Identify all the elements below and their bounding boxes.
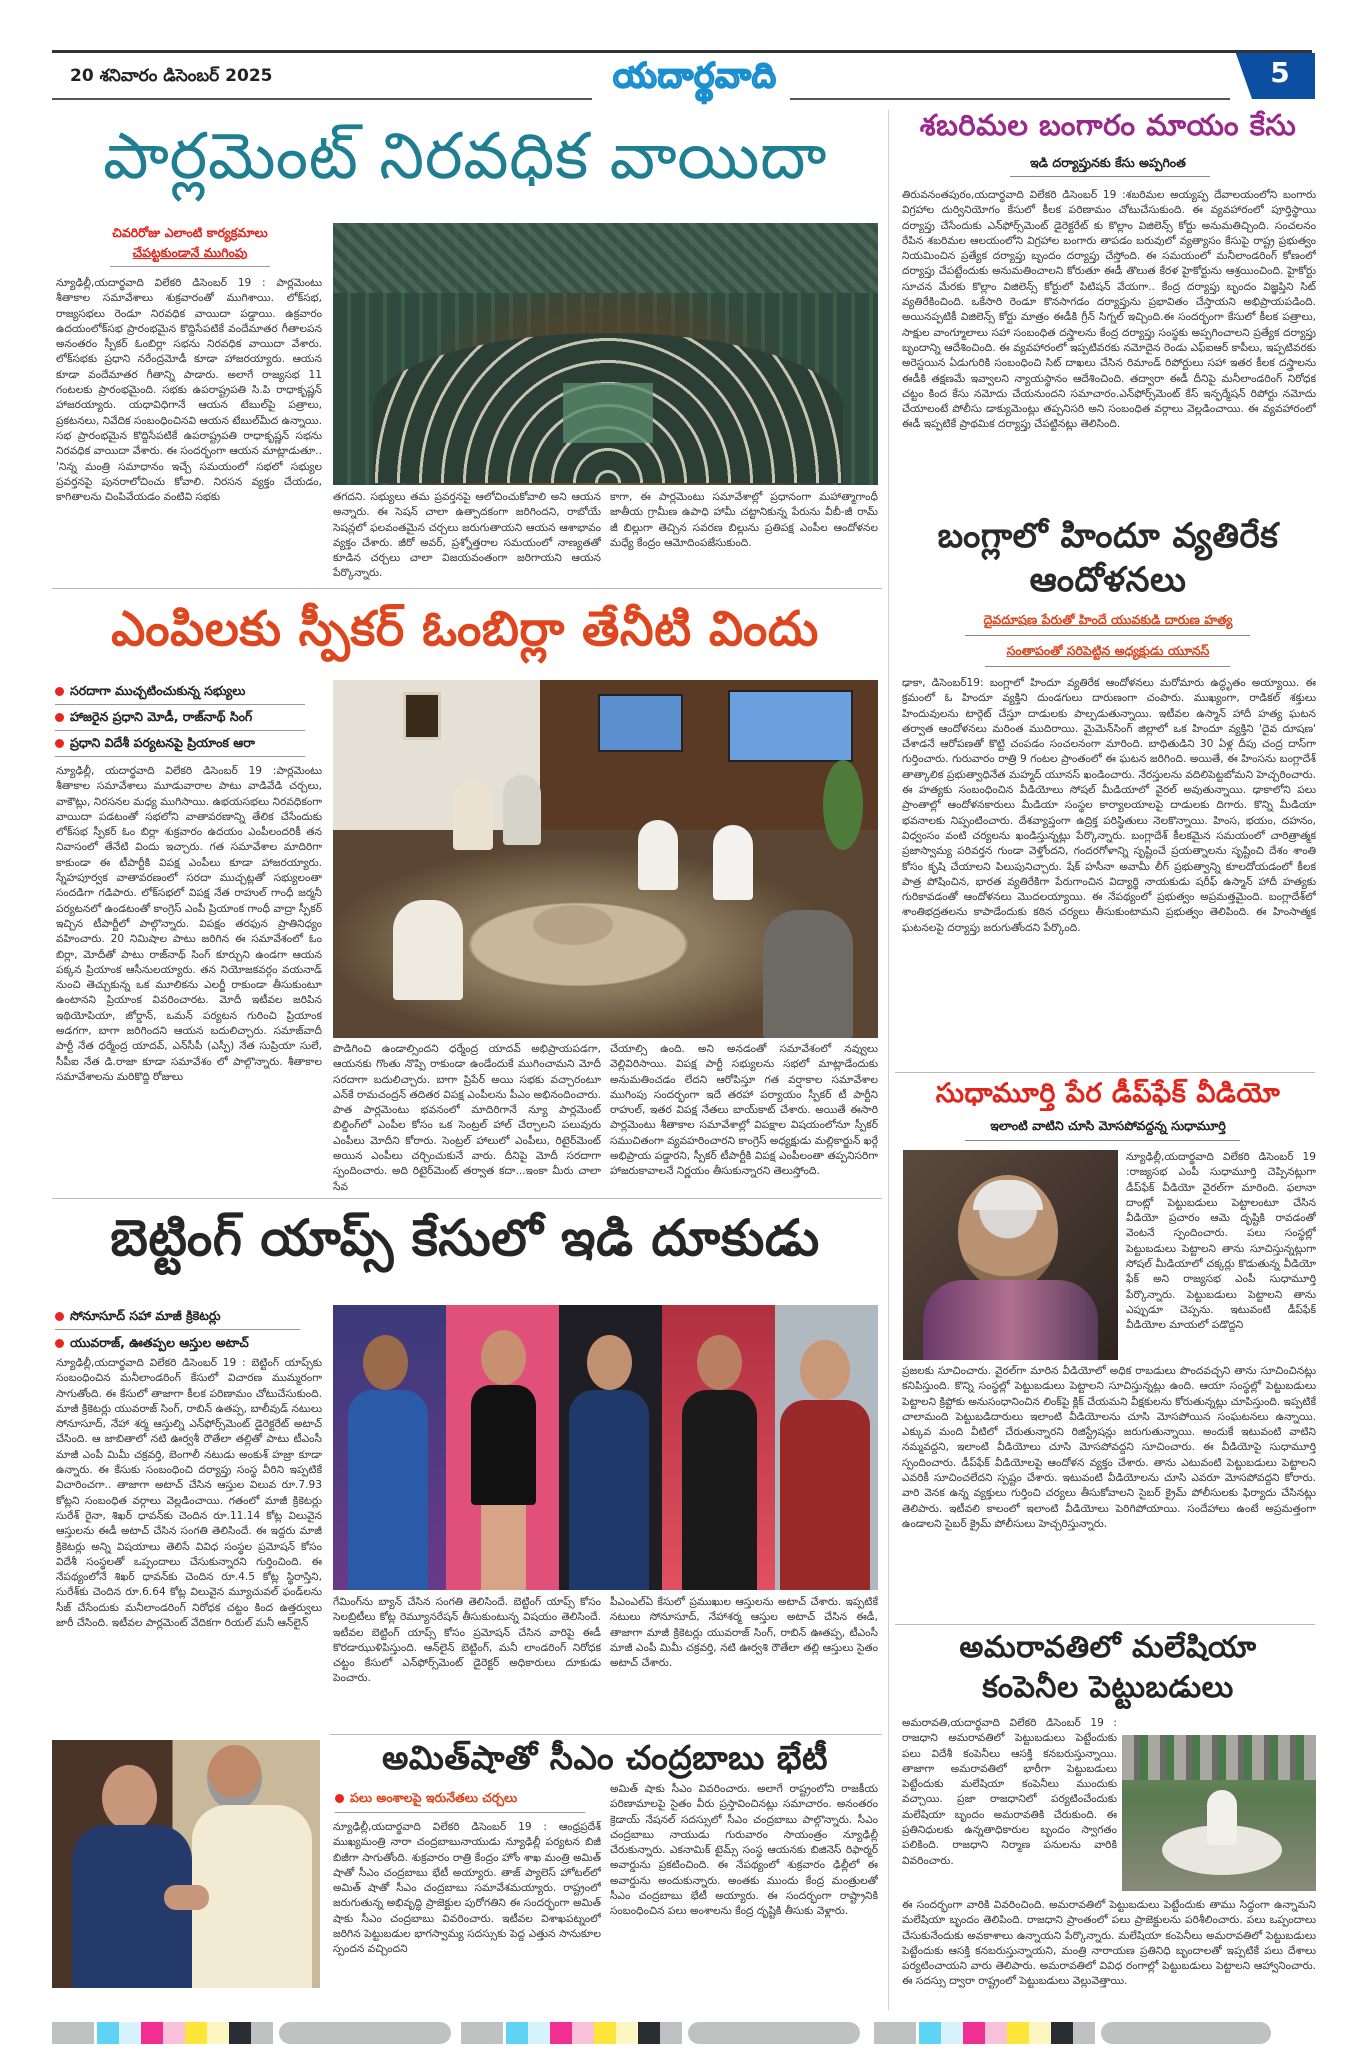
headline-bangla-line1: బంగ్లాలో హిందూ వ్యతిరేక (937, 516, 1279, 556)
right-section-rule-2 (895, 1624, 1315, 1625)
bullet-rule (55, 756, 305, 757)
bullet-text: పలు అంశాలపై ఇరునేతలు చర్చలు (350, 1790, 518, 1805)
parliament-subhead-2: చేపట్టకుండానే ముగింపు (132, 245, 248, 260)
betting-col1: న్యూఢిల్లీ,యదార్థవాది విలేకరి డిసెంబర్ 19 : బెట్టింగ్ యాప్స్‌కు సంబంధించిన మనీలాండరింగ్ కేసులో విచారణ ముమ్మరంగా సాగుతోంది. ఈ కేసులో తాజాగా కీలక పరిణామం చోటుచేసుకుంది. మాజీ క్రికెటర్లు యువరాజ్ సింగ్, రాబిన్ ఉతప్ప, బాలీవుడ్ నటులు సోనూసూద్, నేహా శర్మ ఆస్తుల్ని ఎన్‌ఫోర్స్‌మెంట్ డైరెక్టరేట్ అటాచ్ చేసింది. ఆ జాబితాలో నటి ఊర్వశీ రౌతేలా తల్లితో పాటు టీఎంసీ మాజీ ఎంపీ మిమీ చక్రవర్తి, బెంగాలీ నటుడు అంకుశ్ హజ్రా కూడా ఉన్నారు. ఈ కేసుకు సంబంధించి దర్యాప్తు సంస్థ వీరిని ఇప్పటికే విచారించగా.. తాజాగా అటాచ్ చేసిన ఆస్తుల విలువ రూ.7.93 కోట్లని సంబంధిత వర్గాలు వెల్లడించాయి. గతంలో మాజీ క్రికెటర్లు సురేశ్ రైనా, శిఖర్ ధావన్‌కు చెందిన రూ.11.14 కోట్ల విలువైన ఆస్తులను ఈడీ అటాచ్ చేసిన సంగతి తెలిసిందే. ఈ ఇద్దరు మాజీ క్రికెటర్లు అన్ని విషయాలు తెలిసే వివిధ సంస్థల ప్రమోషన్ కోసం విదేశీ సంస్థలతో ఒప్పందాలు చేసుకున్నారని గుర్తించింది. ఈ నేపథ్యంలోనే శిఖర్ ధావన్‌కు చెందిన రూ.4.5 కోట్ల స్థిరాస్తిని, సురేశ్‌కు చెందిన రూ.6.64 కోట్ల విలువైన మ్యూచువల్ ఫండ్‌లను సీజ్ చేసేందుకు మనీలాండరింగ్ నిరోధక చట్టం కింద ఉత్తర్వులు జారీ చేసింది. ఇటీవల పార్లమెంట్ వేదికగా రియల్ మనీ ఆన్‌లైన్ (56, 1357, 322, 1630)
betting-bullet-1 (55, 1308, 221, 1327)
sudha-body-side: న్యూఢిల్లీ,యదార్థవాది విలేకరి డిసెంబర్ 19 :రాజ్యసభ ఎంపీ సుధామూర్తి చెప్పినట్లుగా డీప్‌ఫేక్ వీడియో వైరల్‌గా మారింది. ఫలానా దాంట్లో పెట్టుబడులు పెట్టాలంటూ చేసిన వీడియో ప్రచారం ఆమె దృష్టికి రావడంతో వెంటనే స్పందించారు. పలు సంస్థల్లో పెట్టుబడులు పెట్టాలని తాను సూచిస్తున్నట్లుగా సోషల్ మీడియాలో చక్కర్లు కొడుతున్న వీడియో ఫేక్ అని రాజ్యసభ ఎంపీ సుధామూర్తి పేర్కొన్నారు. పెట్టుబడులు పెట్టాలని తాను ఎప్పుడూ చెప్పను. ఇటువంటి డీప్‌ఫేక్ వీడియోల మాయలో పడొద్దని (1126, 1151, 1316, 1332)
bullet-rule (55, 1329, 300, 1330)
bullet-text: హాజరైన ప్రధాని మోడీ, రాజ్‌నాథ్ సింగ్ (70, 709, 253, 724)
headline-bangla-line2: ఆందోళనలు (1029, 560, 1187, 600)
amaravati-body-side: అమరావతి,యదార్థవాది విలేకరి డిసెంబర్ 19 : రాజధాని అమరావతిలో పెట్టుబడులు పెట్టేందుకు పలు విదేశీ కంపెనీలు ఆసక్తి కనబరుస్తున్నాయి. తాజాగా అమరావతిలో భారీగా పెట్టుబడులు పెట్టేందుకు మలేషియా కంపెనీలు ముందుకు వచ్చాయి. ప్రజా రాజధానిలో పర్యటించేందుకు మలేషియా బృందం అమరావతికి చేరుకుంది. ఈ ప్రతినిధులకు ఉన్నతాధికారుల బృందం స్వాగతం పలికింది. రాజధాని నిర్మాణ పనులను వారికి వివరించారు. (902, 1717, 1117, 1867)
photo-betting-celebrities (333, 1305, 878, 1590)
sudha-subhead-rule (965, 1140, 1240, 1141)
photo-panel (333, 1305, 446, 1590)
photo-speaker-tea-party (333, 680, 878, 1038)
bangla-body: ఢాకా, డిసెంబర్19: బంగ్లాలో హిందూ వ్యతిరేక ఆందోళనలు మరోమారు ఉద్ధృతం అయ్యాయి. ఈ క్రమంలో ఓ హిందూ వ్యక్తిని దుండగులు దారుణంగా చంపారు. ముఖ్యంగా, రాడికల్ శక్తులు హిందువులను టార్గెట్ చేస్తూ దాడులకు పాల్పడుతున్నాయి. ఇటీవల ఉస్మాన్ హాదీ హత్య ఘటన తర్వాత ఆందోళనలు మరింత ముదిరాయి. మైమెన్‌సింగ్ జిల్లాలో ఒక హిందూ వ్యక్తిని 'దైవ దూషణ' చేశాడనే ఆరోపణతో కొట్టి చంపడం సంచలనంగా మారింది. బాధితుడిని 30 ఏళ్ల దీపు చంద్ర దాస్‌గా గుర్తించారు. గురువారం రాత్రి 9 గంటల ప్రాంతంలో ఈ ఘటన జరిగింది. అయితే, ఈ హింసను బంగ్లాదేశ్ తాత్కాలిక ప్రభుత్వాధినేత మహ్మద్ యూనస్ ఖండించారు. నేరస్తులను వదిలిపెట్టబోమని హెచ్చరించారు. ఈ హత్యకు సంబంధించిన వీడియోలు సోషల్ మీడియాలో వైరల్ అవుతున్నాయి. ఢాకాలోని పలు ప్రాంతాల్లో ఆందోళనకారులు మీడియా సంస్థల కార్యాలయాలపై దాడులకు దిగారు. కొన్ని మీడియా భవనాలకు నిప్పంటించారు. దేశవ్యాప్తంగా ఉద్రిక్త పరిస్థితులు నెలకొన్నాయి. హింస, భయం, దహనం, విధ్వంసం వంటి చర్యలను ఖండిస్తున్నట్లు పేర్కొన్నారు. బంగ్లాదేశ్ కీలకమైన సమయంలో చారిత్రాత్మక ప్రజాస్వామ్య పరివర్తన గుండా వెళ్తోందని, గందరగోళాన్ని సృష్టించే ప్రయత్నాలను సృష్టించి దేశం శాంతి కోసం కృషి చేయాలని పిలుపునిచ్చారు. షేక్ హసీనా అవామీ లీగ్ ప్రభుత్వాన్ని కూలదోయడంలో కీలక పాత్ర పోషించిన, భారత వ్యతిరేకిగా పేరుగాంచిన విద్యార్థి నాయకుడు షరీఫ్ ఉస్మాన్ హాదీ హత్యకు గురికావడంతో ఆందోళనలు మొదలయ్యాయి. ఈ నేపథ్యంలో ప్రభుత్వం అప్రమత్తమైంది. బంగ్లాదేశ్‌లో శాంతిభద్రతలను కాపాడేందుకు కఠిన చర్యలు తీసుకుంటామని ప్రభుత్వం తెలిపింది. ఈ హింసాత్మక ఘటనలపై దర్యాప్తు జరుగుతోందని పేర్కొంది. (902, 677, 1316, 934)
headline-amit-shah: అమిత్‌షాతో సీఎం చంద్రబాబు భేటీ (382, 1738, 828, 1777)
photo-amaravati-buddha-statue (1122, 1735, 1316, 1891)
speaker-tea-col1: న్యూఢిల్లీ, యదార్థవాది విలేకరి డిసెంబర్ 19 :పార్లమెంటు శీతాకాల సమావేశాలు మూడువారాల పాటు వాడివేడి చర్చలు, వాకౌట్లు, నిరసనల మధ్య ముగిసాయి. ఉభయసభలు నిరవధికంగా వాయిదా పడటంతో సభలోని వాతావరణాన్ని తేలిక చేసేందుకు లోక్‌సభ స్పీకర్ ఓం బిర్లా శుక్రవారం ఉదయం ఎంపీలందరికీ తన నివాసంలో తేనేటి విందు ఇచ్చారు. గత సమావేశాల మాదిరిగా కాకుండా ఈ టీపార్టీకి విపక్ష ఎంపీలు కూడా హాజరయ్యారు. స్నేహపూర్వక వాతావరణంలో సరదా ముచ్చట్లతో సభ్యులంతా సందడిగా గడిపారు. లోక్‌సభలో విపక్ష నేత రాహుల్ గాంధీ జర్మనీ పర్యటనలో ఉండటంతో కాంగ్రెస్ ఎంపీ ప్రియాంక గాంధీ వాద్రా స్పీకర్ ఇచ్చిన టీపార్టీలో పాల్గొన్నారు. విపక్షం తరఫున ప్రాతినిధ్యం వహించారు. 20 నిమిషాల పాటు జరిగిన ఈ సమావేశంలో ఓం బిర్లా, మోదీతో పాటు రాజ్‌నాథ్ సింగ్ కూర్చుని ఉండగా ఆయన పక్కన ప్రియాంక ఆసీనులయ్యారు. తన నియోజకవర్గం వయనాడ్ నుంచి తెచ్చుకున్న ఒక మూలికను ఎలర్జీ రాకుండా తీసుకుంటూ ఉంటానని ప్రియాంక వివరించారట. మోదీ ఇటీవల జరిపిన ఇథియోపియా, జోర్డాన్, ఒమన్ పర్యటన గురించి ప్రియాంక అడగగా, బాగా జరిగిందని ఆయన బదులిచ్చారు. సమాజ్‌వాదీ పార్టీ నేత ధర్మేంద్ర యాదవ్, ఎన్‌సీపీ (ఎస్పీ) నేత సుప్రియా సులే, సీపీఐ నేత డి.రాజా కూడా సమావేశం లో పాల్గొన్నారు. శీతాకాల సమావేశాలను మరికొద్ది రోజులు (56, 765, 322, 1083)
column-divider (888, 110, 889, 2010)
bullet-text: సరదాగా ముచ్చటించుకున్న సభ్యులు (70, 683, 246, 698)
sabarimala-body: తిరువనంతపురం,యదార్థవాది విలేకరి డిసెంబర్ 19 :శబరిమల అయ్యప్ప దేవాలయంలోని బంగారు విగ్రహాల దుర్వినియోగం కేసులో కీలక పరిణామం చోటుచేసుకుంది. ఈ వ్యవహారంలో పూర్తిస్థాయి దర్యాప్తు చేసేందుకు ఎన్‌ఫోర్స్‌మెంట్ డైరెక్టరేట్ కు కొల్లాం విజిలెన్స్ కోర్టు అనుమతిచ్చింది. సంచలనం రేపిన శబరిమల ఆలయంలోని విగ్రహాల బంగారు తాపడం బరువులో వ్యత్యాసం కేసుపై రాష్ట్ర ప్రభుత్వం నియమించిన ప్రత్యేక దర్యాప్తు బృందం దర్యాప్తు చేస్తోంది. ఈ సమయంలో మనీలాండరింగ్ కోణంలో దర్యాప్తు చేపట్టేందుకు అనుమతించాలని కోరుతూ ఈడీ తొలుత కేరళ హైకోర్టును ఆశ్రయించింది. హైకోర్టు సూచన మేరకు కొల్లాం విజిలెన్స్ కోర్టులో పిటిషన్ వేయగా.. కేంద్ర దర్యాప్తు బృందం విజ్ఞప్తిని సిట్ వ్యతిరేకించింది. ఒకేసారి రెండూ కొనసాగడం దర్యాప్తును ప్రభావితం చేస్తాయని అభిప్రాయపడింది. అయినప్పటికీ విజిలెన్స్ కోర్టు మాత్రం ఈడీకి గ్రీన్ సిగ్నల్ ఇచ్చింది.ఈ సందర్భంగా కేసులో కీలక పత్రాలు, సాక్షుల వాంగ్మూలాలు సహా సంబంధిత దస్త్రాలను కేంద్ర దర్యాప్తు సంస్థకు అప్పగించాలని ప్రత్యేక దర్యాప్తు బృందాన్ని ఆదేశించింది. ఈ వ్యవహారంలో ఇప్పటివరకు నమోదైన రెండు ఎఫ్ఐఆర్ కాపీలు, ఇప్పటివరకు అరెస్టయిన ఏడుగురికి సంబంధించి సిట్ దాఖలు చేసిన రిమాండ్ రిపోర్టులు సహా ఇతర కీలక దస్త్రాలను ఈడీకి తక్షణమే ఇవ్వాలని న్యాయస్థానం ఆదేశించింది. తద్వారా ఈడీ దీనిపై మనీలాండరింగ్ నిరోధక చట్టం కింద కేసు నమోదు చేయనుందని సమాచారం.ఎన్‌ఫోర్స్‌మెంట్ కేస్ ఇన్ఫర్మేషన్ రిపోర్టు నమోదు చేయాలంటే పోలీసు డాక్యుమెంట్లు తప్పనిసరి అని సంబంధిత వర్గాలు వెల్లడించాయి. ఈ వ్యవహారంలో ఈడీ ఇప్పటికే ప్రాథమిక దర్యాప్తు చేపట్టినట్లు తెలిసింది. (902, 189, 1316, 431)
bangla-subhead-1: దైవదూషణ పేరుతో హిందే యువకుడి దారుణ హత్య (983, 612, 1233, 627)
section-rule-3 (330, 1734, 882, 1735)
parliament-subhead-rule (110, 266, 270, 267)
bullet-text: సోనూసూద్ సహా మాజీ క్రికెటర్లు (70, 1308, 221, 1323)
photo-parliament-chamber (333, 223, 878, 485)
amaravati-body-full: ఈ సందర్భంగా వారికి వివరించింది. అమరావతిలో పెట్టుబడులు పెట్టేందుకు తాము సిద్ధంగా ఉన్నామని మలేషియా బృందం తెలిపింది. రాజధాని ప్రాంతంలో పలు ప్రాజెక్టులను పరిశీలించారు. పలు ఒప్పందాలు చేసుకునేందుకు అవకాశాలు ఉన్నాయని పేర్కొన్నారు. మలేషియా కంపెనీలు అమరావతిలో పెట్టుబడులు పెట్టేందుకు ఆసక్తి కనబరుస్తున్నాయని, మంత్రి నారాయణ ప్రతినిధి బృందాలతో ఇప్పటికే పలు దేశాలు పర్యటించాయని వారు తెలిపారు. అమరావతిలో వివిధ రంగాల్లో పెట్టుబడులు పెట్టాలని ఆహ్వానించారు. ఈ సదస్సు ద్వారా రాష్ట్రంలో పెట్టుబడులు వెల్లువెత్తాయి. (902, 1899, 1316, 1988)
right-section-rule-1 (895, 1072, 1315, 1073)
bangla-subhead-2: సంతాపంతో సరిపెట్టిన అధ్యక్షుడు యూనస్ (1006, 643, 1210, 658)
section-rule-1 (52, 588, 882, 589)
bangla-subhead-rule-2 (985, 666, 1230, 667)
bullet-text: యువరాజ్, ఊతప్పల ఆస్తుల అటాచ్ (70, 1335, 249, 1350)
betting-col2: గేమింగ్‌ను బ్యాన్ చేసిన సంగతి తెలిసిందే. బెట్టింగ్ యాప్స్ కోసం సెలబ్రిటీలు కోట్ల రెమ్యూనరేషన్ తీసుకుంటున్న విషయం తెలిసిందే. ఇటీవల బెట్టింగ్ యాప్స్ కోసం ప్రమోషన్ చేసిన వారిపై ఈడీ కొరడాఝుళిపిస్తుంది. ఆన్‌లైన్ బెట్టింగ్, మనీ లాండరింగ్ నిరోధక చట్టం కేసులో ఎన్‌ఫోర్స్‌మెంట్ డైరెక్టర్ అధికారులు దూకుడు పెంచారు. (333, 1596, 601, 1685)
bullet-rule (55, 704, 305, 705)
sudha-body-full: ప్రజలకు సూచించారు. వైరల్‌గా మారిన వీడియోలో అధిక రాబడులు పొందవచ్చని తాను సూచించినట్లు కనిపిస్తుంది. కొన్ని సంస్థల్లో పెట్టుబడులు పెట్టాలని సూచిస్తున్నట్లు ఉంది. ఆయా సంస్థల్లో పెట్టుబడులు పెట్టాలని క్రిప్టోకు అనుసంధానించిన లింక్‌పై క్లిక్ చేయమని వీక్షకులను కోరుతున్నట్లు చూపిస్తుంది. ఇప్పటికే చాలామంది పెట్టుబడిదారులు ఇలాంటి వీడియోలను చూసి మోసపోయిన సంఘటనలు ఉన్నాయి. ఎక్కువ మంది వీటిలో చేరుతున్నారని రిజిస్ట్రేషన్లు జరుగుతున్నాయి. అందుకే ఇటువంటి వాటిని నమ్మవద్దని, ఇలాంటి వీడియోలు చూసి మోసపోవద్దని సూచించారు. ఈ వీడియోపై సుధామూర్తి స్పందించారు. డీప్‌ఫేక్ వీడియోలపై ఆందోళన వ్యక్తం చేశారు. తాను ఎటువంటి పెట్టుబడులు పెట్టాలని ఎవరికీ సూచించలేదని స్పష్టం చేశారు. ఇటువంటి వీడియోలను చూసి ఎవరూ మోసపోవద్దని కోరారు. వారి వెనక ఉన్న వ్యక్తులు గుర్తించి చర్యలు తీసుకోవాలని సైబర్ క్రైమ్ పోలీసులకు ఫిర్యాదు చేసినట్లు తెలిపారు. ఇటీవలి కాలంలో ఇలాంటి వీడియోలు పెరిగిపోయాయి. సందేహాలు ఉంటే అప్రమత్తంగా ఉండాలని సైబర్ క్రైమ్ పోలీసులు హెచ్చరిస్తున్నారు. (902, 1365, 1316, 1530)
bullet-text: ప్రధాని విదేశీ పర్యటనపై ప్రియాంక ఆరా (70, 735, 255, 750)
parliament-subhead-1: చివరిరోజు ఎలాంటి కార్యక్రమాలు (112, 225, 268, 240)
speaker-bullet-2 (55, 709, 252, 728)
speaker-tea-col2: పొడిగించి ఉండాల్సిందని ధర్మేంద్ర యాదవ్ అభిప్రాయపడగా, ఆయనకు గొంతు నొప్పి రాకుండా ఉండేందుకే ముగించామని మోదీ సరదాగా బదులిచ్చారు. బాగా ప్రిపేర్ అయి సభకు వచ్చారంటూ ఎన్‌కే రామచంద్రన్ తదితర విపక్ష ఎంపీలను పీఎం అభినందించారు. పాత పార్లమెంటు భవనంలో మాదిరిగానే న్యూ పార్లమెంట్ బిల్డింగ్‌లో ఎంపీల కోసం ఒక సెంట్రల్ హాల్ చేర్చాలని పలువురు ఎంపీలు మోదీని కోరారు. సెంట్రల్ హాలులో ఎంపీలు, రిటైర్‌మెంట్ అయిన ఎంపీలు చర్చించుకునే వారు. దీనిపై మోదీ సరదాగా స్పందించారు. అది రిటైర్‌మెంట్ తర్వాత కదా...ఇంకా మీరు చాలా సేవ (333, 1043, 601, 1193)
bullet-rule (335, 1812, 585, 1813)
masthead-top-rule (52, 50, 1312, 53)
headline-sudha: సుధామూర్తి పేర డీప్‌ఫేక్ వీడియో (935, 1078, 1281, 1109)
masthead-date: 20 శనివారం డిసెంబర్ 2025 (70, 66, 273, 86)
bullet-dot-icon (55, 1312, 64, 1321)
speaker-bullet-1 (55, 683, 245, 702)
bullet-dot-icon (55, 687, 64, 696)
bullet-dot-icon (55, 1339, 64, 1348)
sudha-subhead: ఇలాంటి వాటిని చూసి మోసపోవద్దన్న సుధామూర్తి (990, 1118, 1226, 1133)
photo-panel (775, 1305, 878, 1590)
bangla-subhead-rule-1 (965, 635, 1250, 636)
parliament-col1: న్యూఢిల్లీ,యదార్థవాది విలేకరి డిసెంబర్ 19 : పార్లమెంటు శీతాకాల సమావేశాలు శుక్రవారంతో ముగిశాయి. లోక్‌సభ, రాజ్యసభలు రెండూ నిరవధిక వాయిదా పడ్డాయి. ఉక్రవారం ఉదయంలోక్‌సభ ప్రారంభమైన కొద్దిసేపటికే వందేమాతర గీతాలపన అనంతరం స్పీకర్ ఓంబిర్లా సభను నిరవధిక వాయిదా వేశారు. లోక్‌సభకు ప్రధాని నరేంద్రమోడీ కూడా హాజరయ్యారు. ఆయన కూడా వందేమాతర గీతాన్ని పాడారు. అలాగే రాజ్యసభ 11 గంటలకు ప్రారంభమైంది. సభకు ఉపరాష్ట్రపతి సి.పి రాధాకృష్ణన్ హాజరయ్యారు. యధావిధిగానే ఆయన టేబుల్‌పై పత్రాలు, ప్రకటనలు, నివేదిక సంబంధించినవి ఆయన టేబుల్‌మీద ఉన్నాయి. సభ ప్రారంభమైన కొద్దిసేపటికే ఉపరాష్ట్రపతి రాధాకృష్ణన్ సభను నిరవధిక వాయిదా వేశారు. ఈ సందర్భంగా ఆయన మాట్లాడుతూ.. 'నిన్న మంత్రి సమాధానం ఇచ్చే సమయంలో సభలో సభ్యుల ప్రవర్తనపై పునరాలోచించు కోవాలి. నిరసన వ్యక్తం చేయడం, కాగితాలను చింపివేయడం వంటివి సభకు (56, 277, 322, 504)
photo-panel (446, 1305, 559, 1590)
headline-speaker-tea: ఎంపిలకు స్పీకర్ ఓంబిర్లా తేనీటి విందు (111, 601, 819, 657)
bullet-dot-icon (335, 1794, 344, 1803)
betting-col3: పీఎంఎల్ఏ కేసులో ప్రముఖుల ఆస్తులను అటాచ్ చేశారు. ఇప్పటికే నటులు సోనూసూద్, నేహాశర్మ ఆస్తుల అటాచ్ చేసిన ఈడీ, తాజాగా మాజీ క్రికెటర్లు యువరాజ్ సింగ్, రాబిన్ ఊతప్ప, టీఎంసీ మాజీ ఎంపీ మిమీ చక్రవర్తి, నటి ఊర్వశి రౌతేలా తల్లి ఆస్తులు సైతం అటాచ్ చేశారు. (610, 1596, 878, 1670)
photo-panel (662, 1305, 775, 1590)
photo-panel (559, 1305, 662, 1590)
headline-amaravati-line2: కంపెనీల పెట్టుబడులు (982, 1670, 1234, 1705)
masthead-bottom-rule-left (52, 98, 592, 100)
bullet-rule (55, 730, 305, 731)
amit-shah-col2: అమిత్ షాకు సీఎం వివరించారు. అలాగే రాష్ట్రంలోని రాజకీయ పరిణామాలపై సైతం వీరు ప్రస్తావించినట్లు సమాచారం. అనంతరం క్రెడాయ్ నేషనల్ సదస్సులో సీఎం చంద్రబాబు పాల్గొన్నారు. సీఎం చంద్రబాబు నాయుడు గురువారం సాయంత్రం న్యూఢిల్లీ చేరుకున్నారు. ఎకనామిక్ టైమ్స్ సంస్థ ఆయనకు బిజినెస్ రిఫార్మర్ అవార్డును ప్రకటించింది. ఈ నేపథ్యంలో శుక్రవారం ఢిల్లీలో ఈ అవార్డును అందుకున్నారు. అంతకు ముందు కేంద్ర మంత్రులతో సీఎం చంద్రబాబు భేటీ అయ్యారు. ఈ సందర్భంగా రాష్ట్రానికి సంబంధించిన పలు అంశాలను కేంద్ర దృష్టికి తీసుకు వెళ్లారు. (610, 1783, 878, 1918)
speaker-bullet-3 (55, 735, 255, 754)
sabarimala-subhead: ఇడి దర్యాప్తునకు కేసు అప్పగింత (1030, 155, 1186, 170)
color-registration-bar (52, 2022, 1317, 2044)
headline-betting: బెట్టింగ్ యాప్స్ కేసులో ఇడి దూకుడు (110, 1209, 820, 1267)
headline-amaravati-line1: అమరావతిలో మలేషియా (959, 1630, 1257, 1665)
photo-sudha-murthy (903, 1150, 1118, 1360)
amit-shah-bullet (335, 1790, 517, 1809)
amit-shah-col1: న్యూఢిల్లీ,యదార్థవాది విలేకరి డిసెంబర్ 19 : ఆంధ్రప్రదేశ్ ముఖ్యమంత్రి నారా చంద్రబాబునాయుడు న్యూఢిల్లీ పర్యటన బిజీ బిజీగా సాగుతోంది. శుక్రవారం రాత్రి కేంద్రం హోం శాఖ మంత్రి అమిత్ షాతో సీఎం చంద్రబాబు భేటీ అయ్యారు. తాజ్ ప్యాలెస్ హోటల్‌లో అమిత్ షాతో సీఎం చంద్రబాబు సమావేశమయ్యారు. రాష్ట్రంలో జరుగుతున్న అభివృద్ధి ప్రాజెక్టుల పురోగతిని ఈ సందర్భంగా అమిత్ షాకు సీఎం చంద్రబాబు వివరించారు. ఇటీవల విశాఖపట్నంలో జరిగిన పెట్టుబడుల భాగస్వామ్య సదస్సుకు పెద్ద ఎత్తున సానుకూల స్పందన వచ్చిందని (333, 1821, 601, 1956)
betting-bullet-2 (55, 1335, 249, 1354)
bullet-dot-icon (55, 739, 64, 748)
headline-parliament: పార్లమెంట్ నిరవధిక వాయిదా (102, 120, 828, 194)
parliament-col3: కాగా, ఈ పార్లమెంటు సమావేశాల్లో ప్రధానంగా మహాత్మాగాంధీ జాతీయ గ్రామీణ ఉపాధి హామీ చట్టానికున్న పేరును వీబీ-జీ రామ్ జీ బిల్లుగా తెచ్చిన సవరణ బిల్లును ప్రతిపక్ష ఎంపీల ఆందోళనల మధ్యే కేంద్రం ఆమోదింపజేసుకుంది. (610, 491, 878, 549)
page-number: 5 (1270, 56, 1290, 89)
parliament-col2: తగదని. సభ్యులు తమ ప్రవర్తనపై ఆలోచించుకోవాలి అని ఆయన అన్నారు. ఈ సెషన్ చాలా ఉత్పాదకంగా జరిగిందని, రాబోయే సెషన్లలో ఫలవంతమైన చర్చలు జరుగుతాయని ఆయన ఆశాభావం వ్యక్తం చేశారు. జీరో అవర్, ప్రశ్నోత్తరాల సమయంలో నాణ్యతతో కూడిన చర్చలు చాలా విజయవంతంగా జరిగాయని ఆయన పేర్కొన్నారు. (333, 491, 601, 580)
headline-sabarimala: శబరిమల బంగారం మాయం కేసు (919, 108, 1297, 142)
sabarimala-subhead-rule (1010, 176, 1210, 177)
masthead-bottom-rule-right (790, 98, 1230, 100)
section-rule-2 (52, 1198, 882, 1199)
bullet-dot-icon (55, 713, 64, 722)
speaker-tea-col3: చేయాల్సి ఉంది. అని అనడంతో సమావేశంలో నవ్వులు వెల్లివిరిసాయి. విపక్ష పార్టీ సభ్యులను సభలో మాట్లాడేందుకు అనుమతించడం లేదని ఆరోపిస్తూ గత వర్షాకాల సమావేశాల ముగింపు సందర్భంగా ఇదే తరహా పర్యాయం స్పీకర్ టీ పార్టీని రాహుల్, ఇతర విపక్ష నేతలు బాయ్‌కాట్ చేశారు. అయితే ఈసారి పార్లమెంటు శీతాకాల సమావేశాల్లో విపక్షాల విషయంలోనూ స్పీకర్ సముచితంగా వ్యవహరించారని కాంగ్రెస్ అధ్యక్షుడు మల్లికార్జున్ ఖర్గే అభిప్రాయ పడ్డారని, స్పీకర్ టీపార్టీకి విపక్ష ఎంపీలంతా తప్పనిసరిగా హాజరుకావాలనే నిర్ణయం తీసుకున్నారని తెలుస్తోంది. (610, 1043, 878, 1178)
masthead-logo: యదార్థవాది (613, 56, 777, 96)
photo-amit-shah-chandrababu (52, 1740, 320, 1988)
